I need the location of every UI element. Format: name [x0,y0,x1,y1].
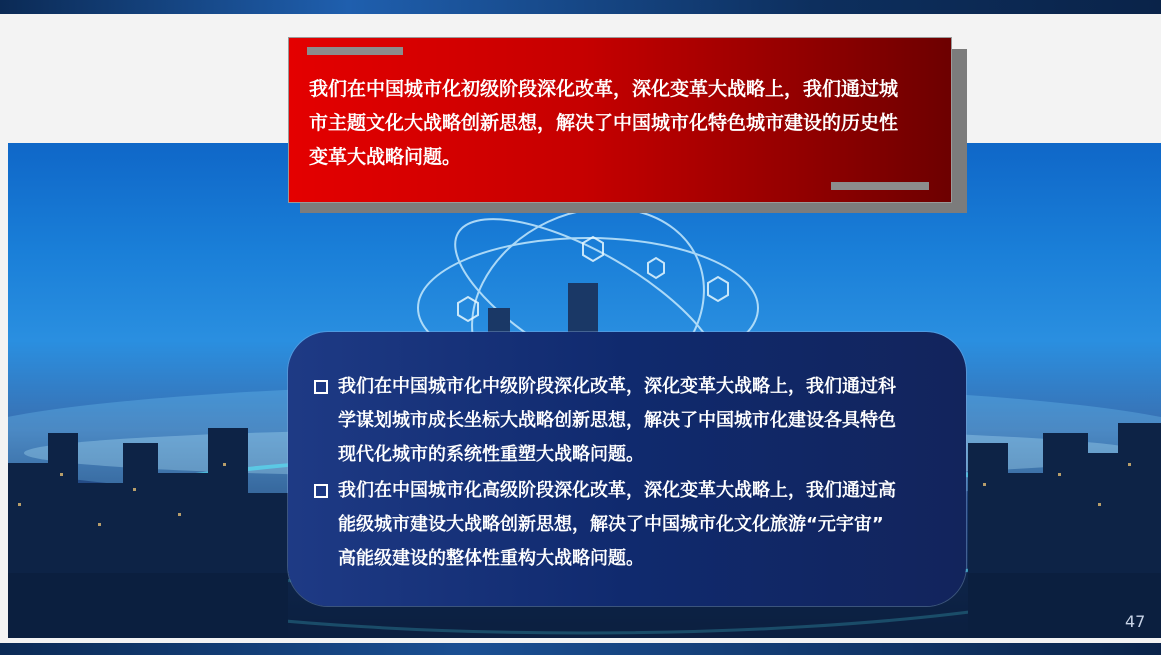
bullet-list [312,370,942,578]
hollow-square-icon [314,484,328,498]
bottom-decor-bar [0,643,1161,655]
blue-text-panel [288,332,966,606]
red-panel-text: 我们在中国城市化初级阶段深化改革，深化变革大战略上，我们通过城 市主题文化大战略创新思想，解决了中国城市化特色城市建设的历史性 变革大战略问题。 [309,78,899,168]
hollow-square-icon [314,380,328,394]
bullet-item [312,474,942,576]
bullet-text: 我们在中国城市化中级阶段深化改革，深化变革大战略上，我们通过科 学谋划城市成长坐标大战略创新思想，解决了中国城市化建设各具特色 现代化城市的系统性重塑大战略问题。 [338,376,896,465]
panel-accent-bar-bottom [831,182,929,190]
top-decor-bar [0,0,1161,14]
page-number: 47 [1125,612,1146,631]
bullet-item [312,370,942,472]
red-text-panel [288,37,952,203]
panel-accent-bar-top [307,47,403,55]
bullet-text: 我们在中国城市化高级阶段深化改革，深化变革大战略上，我们通过高 能级城市建设大战略创新思想，解决了中国城市化文化旅游“元宇宙” 高能级建设的整体性重构大战略问题。 [338,480,896,569]
